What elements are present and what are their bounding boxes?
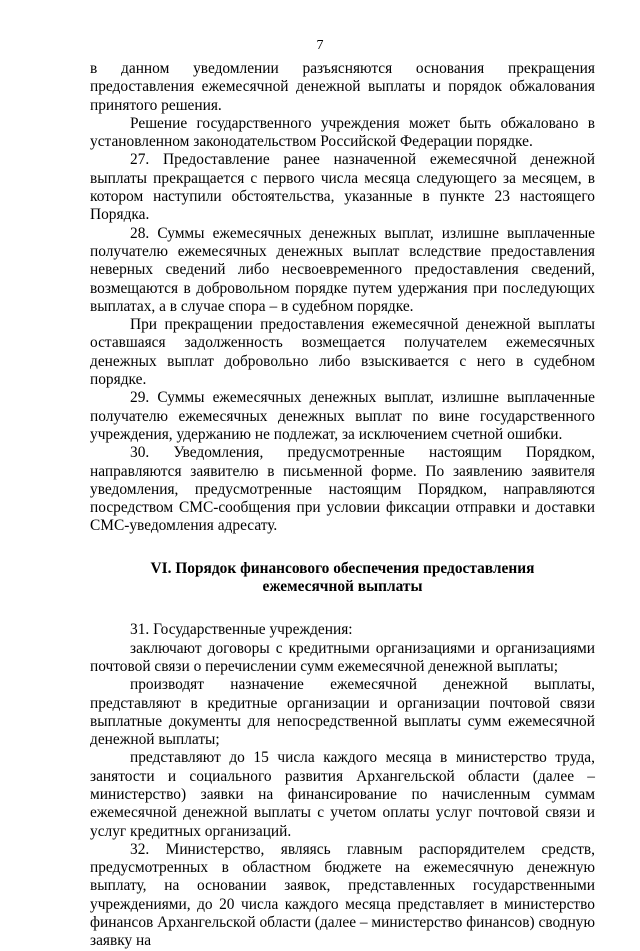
paragraph: производят назначение ежемесячной денежной выплаты, представляют в кредитные организации и организации почтовой связи выплатные документы для непосредственной выплаты сумм ежемесячной денежной выплаты; (90, 676, 595, 749)
paragraph: 32. Министерство, являясь главным распорядителем средств, предусмотренных в областном бюджете на ежемесячную денежную выплату, на основании заявок, представленных государственными учреждениями, до 20 числа каждого месяца представляет в министерство финансов Архангельской области (далее – министерство финансов) сводную заявку на (90, 840, 595, 950)
page-number: 7 (316, 38, 324, 53)
paragraph: представляют до 15 числа каждого месяца в министерство труда, занятости и социального развития Архангельской области (далее – министерство) заявки на финансирование по начисленным суммам ежемесячной денежной выплаты с учетом оплаты услуг почтовой связи и услуг кредитных организаций. (90, 749, 595, 840)
paragraph: 28. Суммы ежемесячных денежных выплат, излишне выплаченные получателю ежемесячных денежных выплат вследствие предоставления неверных сведений либо несвоевременного предоставления сведений, возмещаются в добровольном порядке путем удержания при последующих выплатах, а в случае спора – в судебном порядке. (90, 224, 595, 315)
document-body (90, 60, 595, 951)
paragraph: в данном уведомлении разъясняются основания прекращения предоставления ежемесячной денежной выплаты и порядок обжалования принятого решения. (90, 60, 595, 114)
paragraph: 30. Уведомления, предусмотренные настоящим Порядком, направляются заявителю в письменной форме. По заявлению заявителя уведомления, предусмотренные настоящим Порядком, направляются посредством СМС-сообщения при условии фиксации отправки и доставки СМС-уведомления адресату. (90, 444, 595, 535)
paragraph: При прекращении предоставления ежемесячной денежной выплаты оставшаяся задолженность возмещается получателем ежемесячных денежных выплат добровольно либо взыскивается с него в судебном порядке. (90, 316, 595, 389)
section-heading-line: VI. Порядок финансового обеспечения предоставления (150, 559, 535, 577)
section-heading (90, 560, 595, 597)
paragraph: 29. Суммы ежемесячных денежных выплат, излишне выплаченные получателю ежемесячных денежных выплат по вине государственного учреждения, удержанию не подлежат, за исключением счетной ошибки. (90, 389, 595, 443)
paragraph: Решение государственного учреждения может быть обжаловано в установленном законодательством Российской Федерации порядке. (90, 114, 595, 151)
paragraph: 31. Государственные учреждения: (130, 621, 353, 639)
paragraph: заключают договоры с кредитными организациями и организациями почтовой связи о перечислении сумм ежемесячной денежной выплаты; (90, 639, 595, 675)
section-heading-line: ежемесячной выплаты (262, 578, 423, 596)
paragraph: 27. Предоставление ранее назначенной ежемесячной денежной выплаты прекращается с первого числа месяца следующего за месяцем, в котором наступили обстоятельства, указанные в пункте 23 настоящего Порядка. (90, 151, 595, 224)
